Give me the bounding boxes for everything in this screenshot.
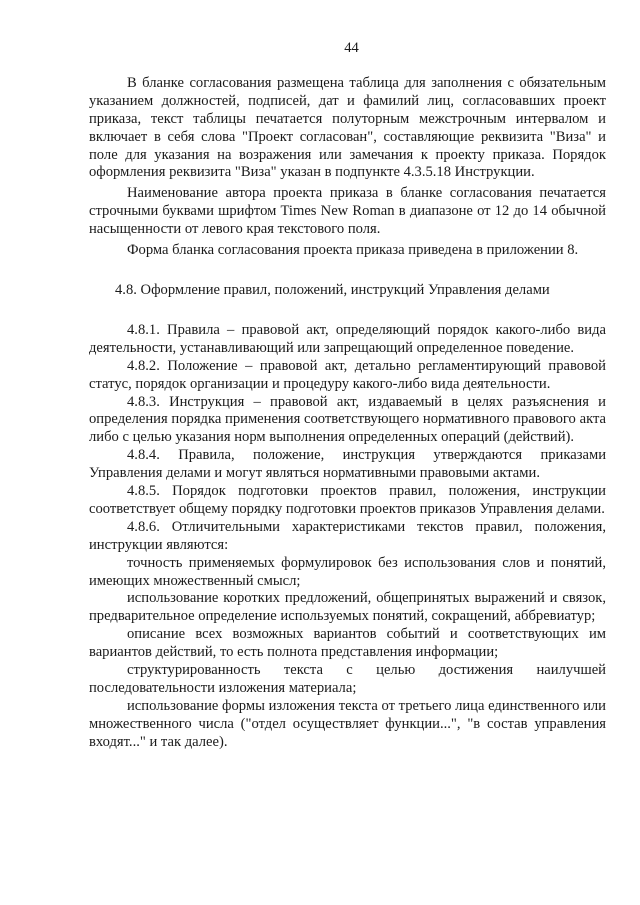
list-item-structure: структурированность текста с целью достижения наилучшей последовательности изложения материала; (89, 662, 606, 696)
list-item-precision: точность применяемых формулировок без использования слов и понятий, имеющих множественный смысл; (89, 554, 606, 589)
paragraph-approval-sheet-table: В бланке согласования размещена таблица для заполнения с обязательным указанием должностей, подписей, дат и фамилий лиц, согласовавших проект приказа, текст таблицы печатается полуторным межстрочным интервалом и включает в себя слова "Проект согласован", составляющие реквизита "Виза" и поле для указания на возражения или замечания к проекту приказа. Порядок оформления реквизита "Виза" указан в подпункте 4.3.5.18 Инструкции. (89, 74, 606, 181)
paragraph-4-8-4: 4.8.4. Правила, положение, инструкция утверждаются приказами Управления делами и могут являться нормативными правовыми актами. (89, 447, 606, 482)
list-item-short-sentences: использование коротких предложений, общепринятых выражений и связок, предварительное определение используемых понятий, сокращений, аббревиатур; (89, 590, 606, 625)
section-heading: 4.8. Оформление правил, положений, инструкций Управления делами (115, 281, 550, 298)
paragraph-4-8-1: 4.8.1. Правила – правовой акт, определяющий порядок какого-либо вида деятельности, устанавливающий или запрещающий определенное поведение. (89, 321, 606, 356)
paragraph-form-reference: Форма бланка согласования проекта приказа приведена в приложении 8. (127, 242, 579, 259)
list-item-third-person: использование формы изложения текста от третьего лица единственного или множественного числа ("отдел осуществляет функции...", "в состав управления входят..." и так далее). (89, 697, 606, 750)
paragraph-4-8-2: 4.8.2. Положение – правовой акт, детально регламентирующий правовой статус, порядок организации и процедуру какого-либо вида деятельности. (89, 357, 606, 392)
paragraph-author-name: Наименование автора проекта приказа в бланке согласования печатается строчными буквами шрифтом Times New Roman в диапазоне от 12 до 14 обычной насыщенности от левого края текстового поля. (89, 185, 606, 238)
paragraph-4-8-5: 4.8.5. Порядок подготовки проектов правил, положения, инструкции соответствует общему порядку подготовки проектов приказов Управления делами. (89, 483, 606, 517)
page-number: 44 (344, 40, 359, 56)
list-item-all-variants: описание всех возможных вариантов событий и соответствующих им вариантов действий, то есть полнота представления информации; (89, 626, 606, 661)
paragraph-4-8-3: 4.8.3. Инструкция – правовой акт, издаваемый в целях разъяснения и определения порядка применения соответствующего нормативного правового акта либо с целью указания норм выполнения определенных операций (действий). (89, 393, 606, 446)
paragraph-4-8-6: 4.8.6. Отличительными характеристиками текстов правил, положения, инструкции являются: (89, 518, 606, 553)
